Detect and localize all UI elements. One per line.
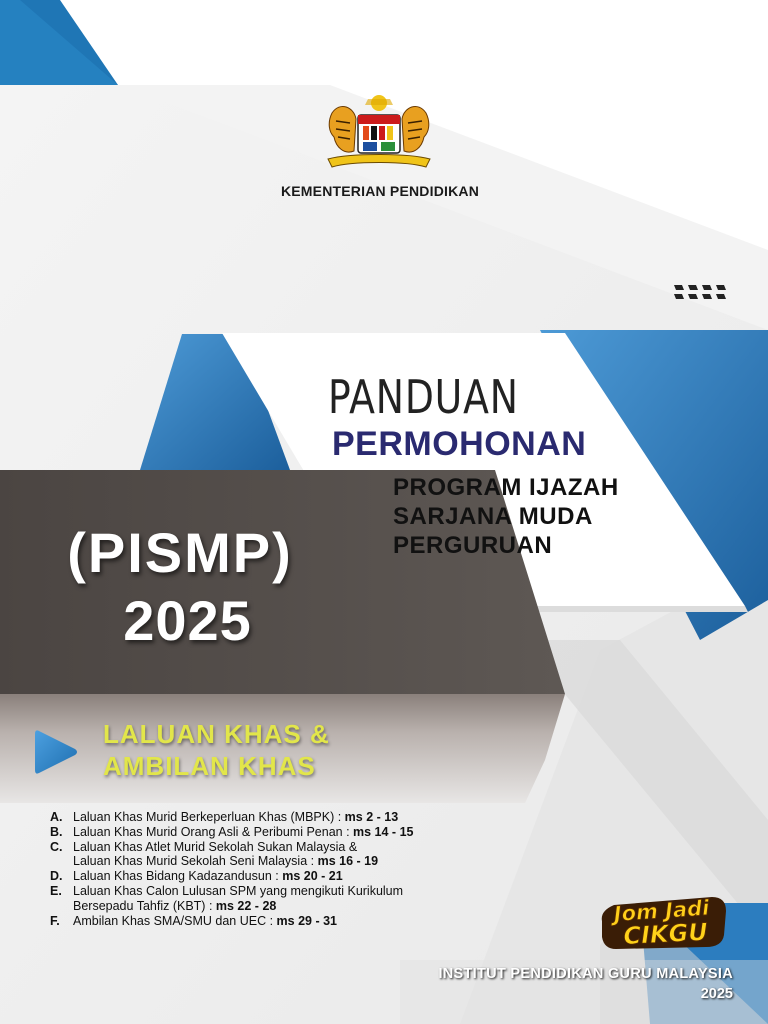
toc-text: Laluan Khas Murid Berkeperluan Khas (MBPK) : ms 2 - 13: [73, 810, 399, 824]
toc-letter: E.: [50, 883, 62, 898]
program-line: PROGRAM IJAZAH: [393, 474, 619, 501]
institute-name: INSTITUT PENDIDIKAN GURU MALAYSIA: [438, 966, 733, 982]
toc-text: Bersepadu Tahfiz (KBT) : ms 22 - 28: [73, 898, 277, 913]
toc-item: [50, 914, 550, 929]
jom-jadi-cikgu-logo: [594, 887, 734, 957]
toc-pages: ms 22 - 28: [215, 898, 277, 913]
toc-pages: ms 20 - 21: [282, 869, 343, 884]
toc-letter: B.: [50, 824, 63, 839]
toc-item: [50, 869, 550, 884]
toc-item: [50, 854, 550, 869]
route-title: AMBILAN KHAS: [103, 751, 316, 781]
toc-pages: ms 14 - 15: [353, 824, 414, 839]
toc-letter: F.: [50, 913, 60, 928]
toc-text: Laluan Khas Atlet Murid Sekolah Sukan Malaysia &: [73, 839, 358, 854]
toc-text: Laluan Khas Calon Lulusan SPM yang mengikuti Kurikulum: [73, 883, 404, 898]
toc-item: [50, 810, 550, 825]
toc-letter: A.: [50, 810, 63, 824]
year-heading: 2025: [123, 589, 252, 652]
toc-pages: ms 16 - 19: [317, 854, 379, 869]
dots-icon: [672, 283, 728, 303]
ministry-name: KEMENTERIAN PENDIDIKAN: [280, 183, 480, 199]
toc-pages: ms 29 - 31: [276, 913, 338, 928]
coat-of-arms-icon: [320, 93, 438, 171]
logo-line2: CIKGU: [622, 917, 709, 951]
toc-text: Ambilan Khas SMA/SMU dan UEC : ms 29 - 31: [73, 913, 338, 928]
title-sub: PERMOHONAN: [332, 425, 587, 463]
table-of-contents: [50, 810, 550, 928]
toc-letter: D.: [50, 869, 63, 884]
toc-text: Laluan Khas Bidang Kadazandusun : ms 20 - 21: [73, 869, 343, 884]
toc-item: [50, 825, 550, 840]
title-main: PANDUAN: [328, 370, 519, 424]
logo-line1: Jom Jadi: [612, 895, 711, 927]
toc-pages: ms 2 - 13: [344, 810, 399, 824]
toc-item: [50, 899, 550, 914]
play-arrow-icon: [33, 727, 81, 777]
toc-text: Laluan Khas Murid Orang Asli & Peribumi Penan : ms 14 - 15: [73, 824, 414, 839]
institute-year: 2025: [700, 986, 733, 1002]
toc-letter: C.: [50, 839, 63, 854]
route-title: LALUAN KHAS &: [103, 719, 330, 749]
program-line: SARJANA MUDA: [393, 503, 593, 530]
toc-item: [50, 840, 550, 855]
program-line: PERGURUAN: [393, 532, 553, 559]
toc-text: Laluan Khas Murid Sekolah Seni Malaysia : ms 16 - 19: [73, 854, 379, 869]
acronym-heading: (PISMP): [67, 521, 293, 584]
toc-item: [50, 884, 550, 899]
